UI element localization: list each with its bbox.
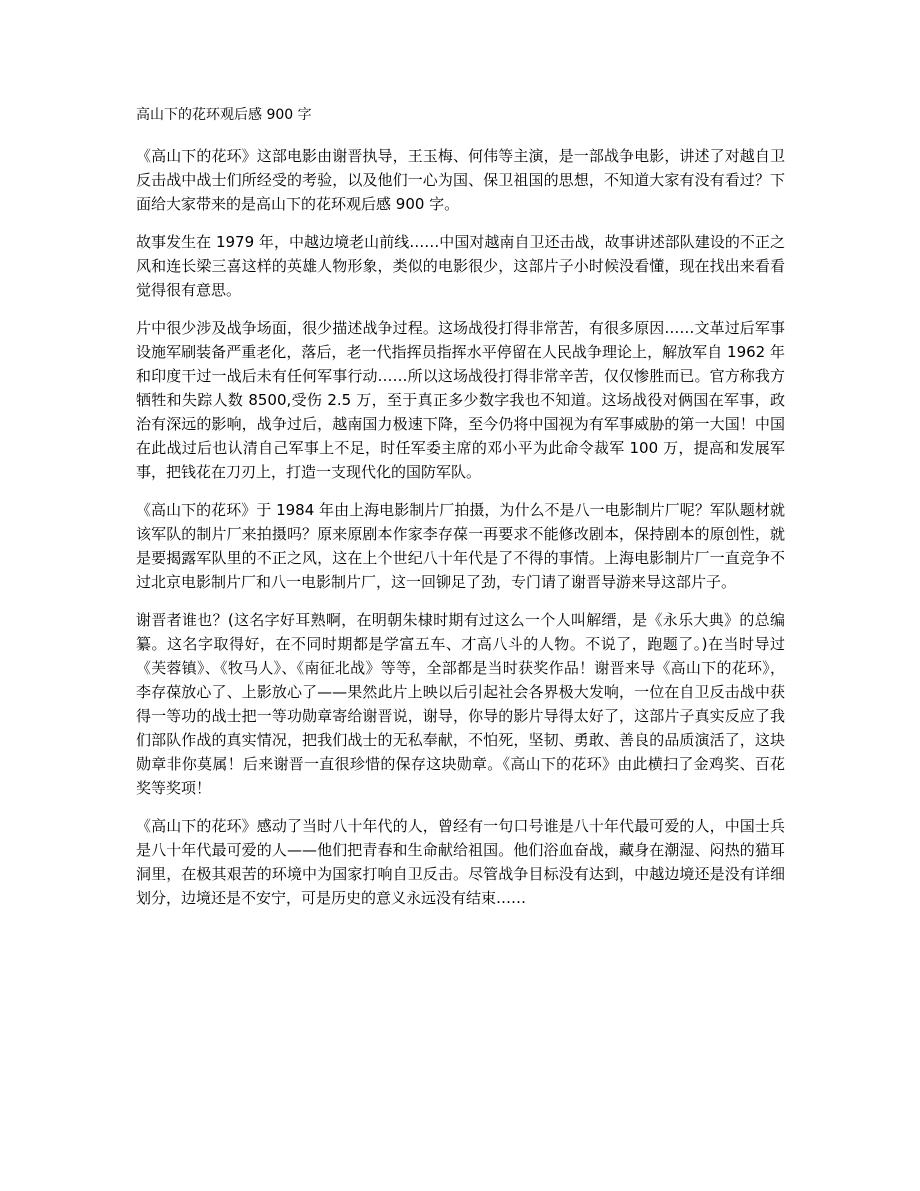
document-page (136, 104, 785, 924)
paragraph-conclusion: 《高山下的花环》感动了当时八十年代的人，曾经有一句口号谁是八十年代最可爱的人，中国士兵是八十年代最可爱的人——他们把青春和生命献给祖国。他们浴血奋战，藏身在潮湿、闷热的猫耳洞里，在极其艰苦的环境中为国家打响自卫反击。尽管战争目标没有达到，中越边境还是没有详细划分，边境还是不安宁，可是历史的意义永远没有结束…… (136, 817, 785, 907)
paragraph-intro: 《高山下的花环》这部电影由谢晋执导，王玉梅、何伟等主演，是一部战争电影，讲述了对越自卫反击战中战士们所经受的考验，以及他们一心为国、保卫祖国的思想，不知道大家有没有看过？下面给大家带来的是高山下的花环观后感 900 字。 (136, 147, 785, 213)
paragraph-director: 谢晋者谁也？(这名字好耳熟啊，在明朝朱棣时期有过这么一个人叫解缙，是《永乐大典》的总编纂。这名字取得好，在不同时期都是学富五车、才高八斗的人物。不说了，跑题了。)在当时导过《芙蓉镇》、《牧马人》、《南征北战》等等，全部都是当时获奖作品！谢晋来导《高山下的花环》，李存葆放心了、上影放心了——果然此片上映以后引起社会各界极大发响，一位在自卫反击战中获得一等功的战士把一等功勋章寄给谢晋说，谢导，你导的影片导得太好了，这部片子真实反应了我们部队作战的真实情况，把我们战士的无私奉献，不怕死，坚韧、勇敢、善良的品质演活了，这块勋章非你莫属！后来谢晋一直很珍惜的保存这块勋章。《高山下的花环》由此横扫了金鸡奖、百花奖等奖项！ (136, 611, 785, 797)
paragraph-story: 故事发生在 1979 年，中越边境老山前线……中国对越南自卫还击战，故事讲述部队建设的不正之风和连长梁三喜这样的英雄人物形象，类似的电影很少，这部片子小时候没看懂，现在找出来看看觉得很有意思。 (136, 233, 785, 299)
paragraph-war: 片中很少涉及战争场面，很少描述战争过程。这场战役打得非常苦，有很多原因……文革过后军事设施军刷装备严重老化，落后，老一代指挥员指挥水平停留在人民战争理论上，解放军自 1962 年和印度干过一战后未有任何军事行动……所以这场战役打得非常辛苦，仅仅惨胜而已。官方称我方牺牲和失踪人数 8500,受伤 2.5 万，至于真正多少数字我也不知道。这场战役对俩国在军事，政治有深远的影响，战争过后，越南国力极速下降，至今仍将中国视为有军事威胁的第一大国！中国在此战过后也认清自己军事上不足，时任军委主席的邓小平为此命令裁军 100 万，提高和发展军事，把钱花在刀刃上，打造一支现代化的国防军队。 (136, 319, 785, 481)
paragraph-production: 《高山下的花环》于 1984 年由上海电影制片厂拍摄，为什么不是八一电影制片厂呢？军队题材就该军队的制片厂来拍摄吗？原来原剧本作家李存葆一再要求不能修改剧本，保持剧本的原创性，就是要揭露军队里的不正之风，这在上个世纪八十年代是了不得的事情。上海电影制片厂一直竞争不过北京电影制片厂和八一电影制片厂，这一回铆足了劲，专门请了谢晋导游来导这部片子。 (136, 501, 785, 591)
document-title: 高山下的花环观后感 900 字 (136, 107, 312, 123)
